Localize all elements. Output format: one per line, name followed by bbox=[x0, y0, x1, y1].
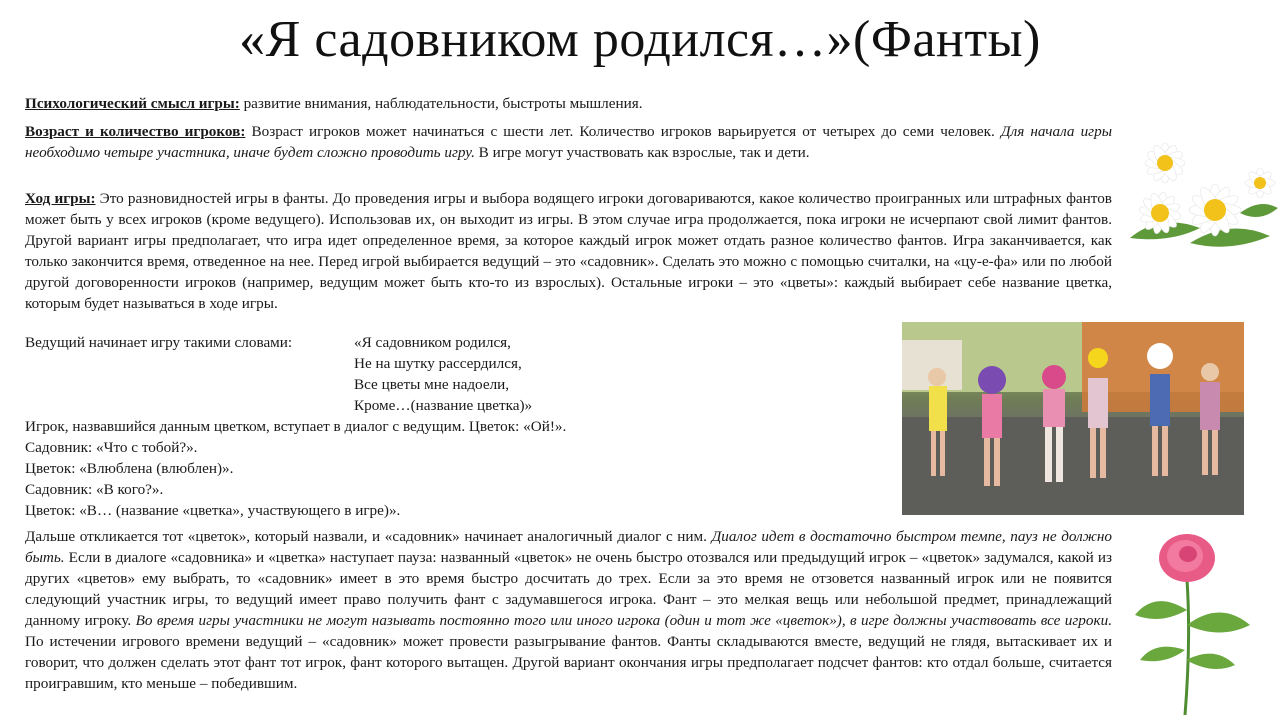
chamomile-image bbox=[1120, 118, 1280, 268]
ending-italic-1: Диалог идет в достаточно быстром темпе, пауз не должно быть. bbox=[25, 528, 1113, 566]
psychology-text: развитие внимания, наблюдательности, быстроты мышления. bbox=[239, 95, 643, 112]
ending-paragraph bbox=[25, 526, 1112, 694]
age-italic: Для начала игры необходимо четыре участника, иначе будет сложно проводить игру. bbox=[25, 123, 1112, 161]
verse-line: Не на шутку рассердился, bbox=[354, 355, 522, 372]
verse-line: Кроме…(название цветка)» bbox=[354, 397, 533, 414]
rose-leaves bbox=[1135, 601, 1250, 669]
game-paragraph bbox=[25, 188, 1112, 314]
age-label: Возраст и количество игроков: bbox=[25, 123, 246, 140]
dialog-block bbox=[25, 332, 725, 521]
age-paragraph bbox=[25, 121, 1112, 163]
slide-title: «Я садовником родился…»(Фанты) bbox=[239, 11, 1041, 68]
verse-row bbox=[25, 374, 725, 395]
ending-text-1: Дальше откликается тот «цветок», который назвали, и «садовник» начинает аналогичный диалог с ним. bbox=[25, 528, 712, 545]
dialog-line: Садовник: «В кого?». bbox=[25, 481, 164, 498]
daisy-flower bbox=[1145, 143, 1186, 184]
game-label: Ход игры: bbox=[25, 190, 96, 207]
dialog-intro-row bbox=[25, 332, 725, 353]
ending-italic-2: Во время игры участники не могут называть постоянно того или иного игрока (один и тот же «цветок»), в игре должны участвовать все игроки. bbox=[135, 612, 1112, 629]
children-photo bbox=[902, 322, 1244, 515]
rose-image bbox=[1125, 530, 1255, 720]
age-text-1: Возраст игроков может начинаться с шести лет. Количество игроков варьируется от четырех до семи человек. bbox=[245, 123, 1001, 140]
children-photo-scene bbox=[902, 322, 1244, 515]
verse-line: Все цветы мне надоели, bbox=[354, 376, 510, 393]
verse-row bbox=[25, 353, 725, 374]
age-text-2: В игре могут участвовать как взрослые, так и дети. bbox=[474, 144, 810, 161]
dialog-line: Цветок: «Влюблена (влюблен)». bbox=[25, 460, 234, 477]
dialog-line: Цветок: «В… (название «цветка», участвующего в игре)». bbox=[25, 502, 401, 519]
rose-stem bbox=[1185, 580, 1189, 715]
ending-text-2: Если в диалоге «садовника» и «цветка» наступает пауза: названный «цветок» не очень быстро отозвался или предыдущий игрок – «цветок» задумался, какой из других «цветов» ему выбрать, то «садовник» имеет в это время быстро досчитать до трех. Если за это время не отзовется названный игрок или не появится следующий участник игры, то ведущий имеет право получить фант с задумавшегося игрока. Фант – это мелкая вещь или небольшой предмет, принадлежащий данному игроку. bbox=[25, 549, 1112, 629]
dialog-line: Игрок, назвавшийся данным цветком, вступает в диалог с ведущим. Цветок: «Ой!». bbox=[25, 418, 567, 435]
rose-bloom bbox=[1159, 534, 1215, 582]
daisy-flower bbox=[1245, 168, 1275, 198]
psychology-paragraph bbox=[25, 93, 1112, 114]
ending-text-3: По истечении игрового времени ведущий – «садовник» может провести разыгрывание фантов. Фанты складываются вместе, ведущий не глядя, вытаскивает их и говорит, что должен сделать этот фант тот игрок, фант которого вытащен. Другой вариант окончания игры предполагает подсчет фантов: кто отдал больше, считается проигравшим, кто меньше – победившим. bbox=[25, 633, 1112, 692]
verse-row bbox=[25, 395, 725, 416]
dialog-line: Садовник: «Что с тобой?». bbox=[25, 439, 198, 456]
dialog-intro: Ведущий начинает игру такими словами: bbox=[25, 334, 293, 351]
game-text: Это разновидностей игры в фанты. До проведения игры и выбора водящего игроки договариваются, какое количество проигранных или штрафных фантов может быть у всех игроков (кроме ведущего). Использовав их, он выходит из игры. В этом случае игра продолжается, пока игроки не исчерпают свой лимит фантов. Другой вариант игры предполагает, что игра идет определенное время, за которое каждый игрок может отдать разное количество фантов. Игра заканчивается, как только закончится время, отведенное на нее. Перед игрой выбирается ведущий – это «садовник». Сделать это можно с помощью считалки, на «цу-е-фа» или по любой другой договоренности игроков (например, ведущим может быть кто-то из взрослых). Остальные игроки – это «цветы»: каждый выбирает себе название цветка, которым будет называться в ходе игры. bbox=[25, 190, 1112, 312]
psychology-label: Психологический смысл игры: bbox=[25, 95, 240, 112]
verse-line: «Я садовником родился, bbox=[354, 334, 511, 351]
